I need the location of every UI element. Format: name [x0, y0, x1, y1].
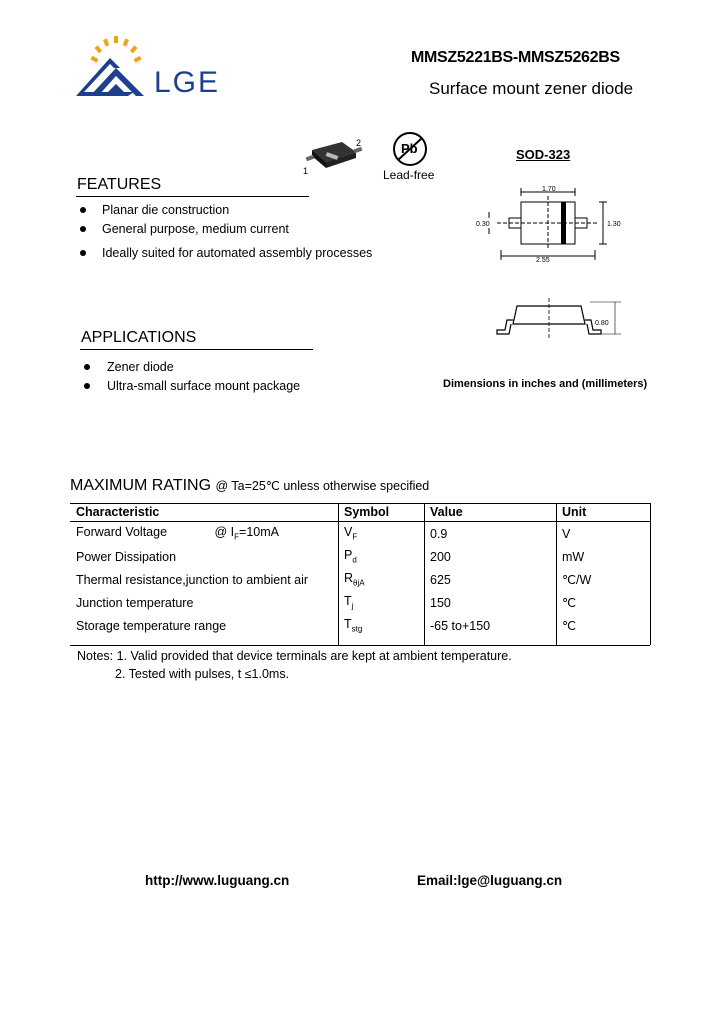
- table-bottom-rule: [70, 645, 650, 646]
- lead-free-label: Lead-free: [383, 168, 435, 182]
- symbol-cell: $T_{stg}$: [344, 617, 363, 634]
- table-row: [70, 522, 650, 546]
- lge-logo-icon: [74, 34, 154, 100]
- bullet-icon: [80, 226, 86, 232]
- characteristic-cell: Thermal resistance,junction to ambient air: [76, 572, 309, 587]
- dim-width: 1.70: [542, 186, 556, 193]
- max-rating-condition: @ Ta=25℃ unless otherwise specified: [215, 479, 430, 493]
- pin1-label: 1: [303, 166, 309, 176]
- pb-symbol: Pb: [401, 141, 418, 156]
- features-heading: FEATURES: [77, 176, 162, 193]
- footer-website-link[interactable]: http://www.luguang.cn: [145, 873, 290, 888]
- footer-email-link[interactable]: Email:lge@luguang.cn: [417, 873, 563, 888]
- table-col-divider: [338, 503, 339, 645]
- column-header: Symbol: [338, 503, 424, 522]
- value-cell: 0.9: [430, 526, 448, 541]
- column-header: Characteristic: [70, 503, 338, 522]
- feature-item: Planar die construction: [102, 203, 230, 217]
- symbol-cell: $T_j$: [344, 594, 354, 611]
- note-1: Notes: 1. Valid provided that device terminals are kept at ambient temperature.: [77, 649, 512, 663]
- logo-text: LGE: [154, 66, 221, 99]
- feature-item: Ideally suited for automated assembly processes: [102, 246, 373, 260]
- value-cell: 200: [430, 549, 451, 564]
- unit-cell: mW: [562, 549, 585, 564]
- unit-cell: ℃: [562, 619, 577, 633]
- column-header: Value: [424, 503, 556, 522]
- max-rating-table: [70, 503, 650, 637]
- characteristic-cell: Power Dissipation: [76, 549, 177, 564]
- unit-cell: V: [562, 526, 571, 541]
- table-header-row: [70, 503, 650, 522]
- dim-total: 2.55: [536, 257, 550, 264]
- symbol-cell: $P_d$: [344, 548, 357, 565]
- table-col-divider: [556, 503, 557, 645]
- value-cell: 150: [430, 595, 451, 610]
- applications-rule: [80, 349, 313, 350]
- application-item: Ultra-small surface mount package: [107, 379, 301, 393]
- characteristic-cell: Forward Voltage @ $I_F=10mA$: [76, 525, 280, 542]
- pin2-label: 2: [356, 138, 362, 148]
- unit-cell: ℃/W: [562, 573, 592, 587]
- table-row: [70, 545, 650, 568]
- table-top-rule: [70, 503, 650, 504]
- applications-heading: APPLICATIONS: [81, 329, 197, 346]
- table-row: [70, 568, 650, 591]
- bullet-icon: [80, 250, 86, 256]
- value-cell: 625: [430, 572, 451, 587]
- dimension-note: Dimensions in inches and (millimeters): [443, 378, 648, 390]
- features-rule: [76, 196, 309, 197]
- characteristic-cell: Storage temperature range: [76, 618, 227, 633]
- page-subtitle: Surface mount zener diode: [429, 79, 634, 98]
- dim-height: 1.30: [607, 221, 621, 228]
- dim-lead: 0.30: [476, 221, 490, 228]
- note-2: 2. Tested with pulses, t ≤1.0ms.: [115, 667, 290, 681]
- value-cell: -65 to+150: [430, 618, 491, 633]
- test-condition: @ $I_F=10mA$: [214, 525, 280, 542]
- table-col-divider: [650, 503, 651, 645]
- table-row: [70, 614, 650, 637]
- page-title: MMSZ5221BS-MMSZ5262BS: [411, 49, 620, 66]
- table-row: [70, 591, 650, 614]
- application-item: Zener diode: [107, 360, 174, 374]
- package-name: SOD-323: [516, 147, 571, 162]
- bullet-icon: [80, 207, 86, 213]
- unit-cell: ℃: [562, 596, 577, 610]
- symbol-cell: $R_{\theta jA}$: [344, 571, 365, 588]
- feature-item: General purpose, medium current: [102, 222, 289, 236]
- characteristic-cell: Junction temperature: [76, 595, 194, 610]
- bullet-icon: [84, 383, 90, 389]
- max-rating-title: MAXIMUM RATING: [70, 477, 212, 494]
- symbol-cell: $V_F$: [344, 525, 358, 542]
- table-col-divider: [424, 503, 425, 645]
- column-header: Unit: [556, 503, 650, 522]
- dim-side-height: 0.80: [595, 320, 609, 327]
- bullet-icon: [84, 364, 90, 370]
- max-rating-heading: [70, 477, 429, 495]
